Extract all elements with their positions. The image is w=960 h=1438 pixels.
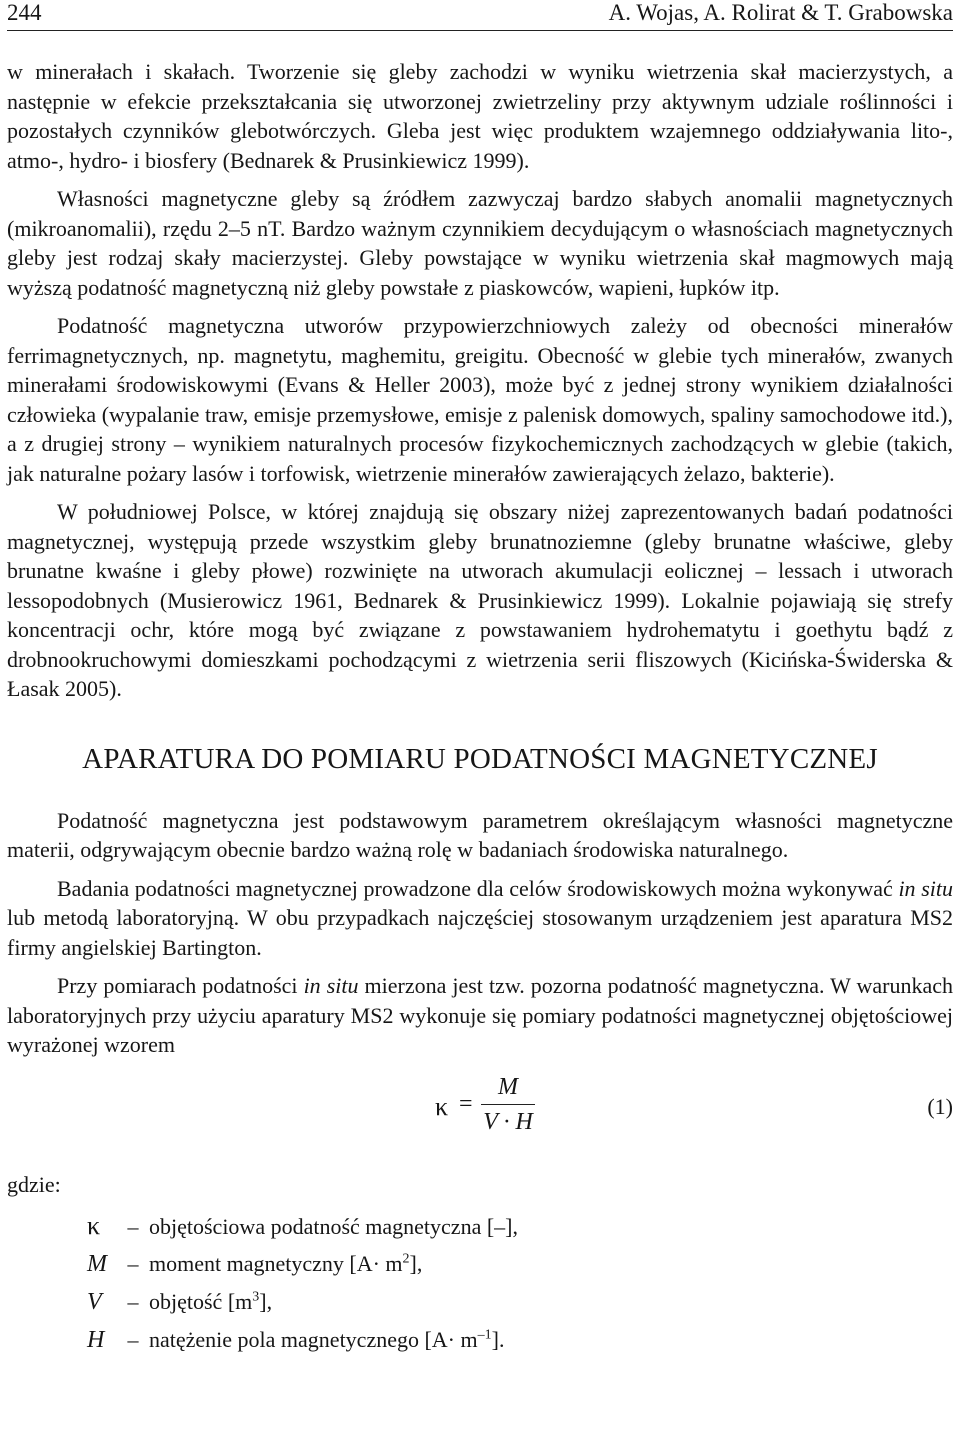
paragraph-7-part-a: Przy pomiarach podatności: [57, 973, 304, 998]
legend-dash: –: [127, 1327, 139, 1352]
paragraph-3: Podatność magnetyczna utworów przypowierzchniowych zależy od obecności minerałów ferrimagnetycznych, np. magnetytu, maghemitu, greigitu. Obecność w glebie tych minerałów, zwanych minerałami środowiskowymi (Evans & Heller 2003), może być z jednej strony wynikiem działalności człowieka (wypalanie traw, emisje przemysłowe, emisje z palenisk domowych, spaliny samochodowe itd.), a z drugiej strony – wynikiem naturalnych procesów fizykochemicznych zachodzących w glebie (takich, jak naturalne pożary lasów i torfowisk, wietrzenie minerałów zawierających żelazo, bakterie).: [7, 313, 953, 486]
legend-description: [149, 1287, 272, 1317]
page-number: 244: [7, 0, 42, 25]
legend-symbol: V: [87, 1289, 102, 1315]
paragraph-6-part-a: Badania podatności magnetycznej prowadzone dla celów środowiskowych można wykonywać: [57, 875, 899, 901]
legend-desc-text: objętościowa podatność magnetyczna [–],: [149, 1214, 518, 1239]
running-head-authors: A. Wojas, A. Rolirat & T. Grabowska: [608, 0, 953, 25]
equation-denominator: V · H: [483, 1108, 533, 1135]
section-heading: APARATURA DO POMIARU PODATNOŚCI MAGNETYCZNEJ: [82, 742, 878, 775]
legend-desc-text: moment magnetyczny [A· m: [149, 1251, 403, 1276]
legend-item-h: [87, 1325, 953, 1363]
legend-symbol: κ: [87, 1211, 101, 1240]
paragraph-6-part-b: lub metodą laboratoryjną. W obu przypadkach najczęściej stosowanym urządzeniem jest aparatura MS2 firmy angielskiej Bartington.: [7, 905, 953, 960]
paragraph-6-italic: in situ: [898, 875, 953, 901]
equation-number: (1): [927, 1093, 953, 1119]
header-rule: [7, 30, 953, 31]
legend-item-kappa: [87, 1211, 953, 1249]
legend-symbol: M: [87, 1251, 107, 1277]
legend-desc-sup: 2: [402, 1251, 410, 1267]
equation-fraction: [479, 1070, 537, 1139]
legend-desc-tail: ],: [409, 1251, 423, 1276]
paragraph-1: w minerałach i skałach. Tworzenie się gleby zachodzi w wyniku wietrzenia skał macierzystych, a następnie w efekcie przekształcania się utworzonej zwietrzeliny przy aktywnym udziale roślinności i pozostałych czynników glebotwórczych. Gleba jest więc produktem wzajemnego oddziaływania lito-, atmo-, hydro- i biosfery (Bednarek & Prusinkiewicz 1999).: [7, 59, 953, 173]
legend-item-v: [87, 1287, 953, 1325]
legend-description: [149, 1325, 504, 1355]
legend-intro: gdzie:: [7, 1171, 61, 1197]
legend-description: [149, 1249, 422, 1279]
legend-desc-tail: ],: [259, 1289, 273, 1314]
legend-item-m: [87, 1249, 953, 1287]
page-header: [7, 0, 953, 34]
legend-dash: –: [127, 1289, 139, 1314]
paragraph-4: W południowej Polsce, w której znajdują się obszary niżej zaprezentowanych badań podatności magnetycznej, występują przede wszystkim gleby brunatnoziemne (gleby brunatne właściwe, gleby brunatne kwaśne i gleby płowe) rozwinięte na utworach akumulacji eolicznej – lessach i utworach lessopodobnych (Musierowicz 1961, Bednarek & Prusinkiewicz 1999). Lokalnie pojawiają się strefy koncentracji ochr, które mogą być związane z powstawaniem hydrohematytu i goethytu bądź z drobnookruchowymi domieszkami pochodzącymi z wietrzenia serii fliszowych (Kicińska-Świderska & Łasak 2005).: [7, 499, 953, 701]
paragraph-7-part-b: mierzona jest tzw. pozorna podatność magnetyczna. W warunkach laboratoryjnych przy użyciu aparatury MS2 wykonuje się pomiary podatności magnetycznej objętościowej wyrażonej wzorem: [7, 973, 953, 1057]
equation-lhs: κ: [435, 1091, 449, 1121]
equation-1: [7, 1070, 953, 1152]
equation-numerator: M: [498, 1073, 518, 1100]
legend-desc-sup: –1: [477, 1327, 492, 1343]
paragraph-6: [7, 874, 953, 963]
legend-description: [149, 1212, 518, 1242]
paragraph-7-italic: in situ: [303, 973, 359, 998]
legend-dash: –: [127, 1214, 139, 1239]
legend-desc-tail: ].: [491, 1327, 505, 1352]
legend-desc-sup: 3: [252, 1289, 260, 1305]
symbol-legend: [87, 1211, 953, 1363]
legend-desc-text: natężenie pola magnetycznego [A· m: [149, 1327, 478, 1352]
paragraph-2: Własności magnetyczne gleby są źródłem zazwyczaj bardzo słabych anomalii magnetycznych (mikroanomalii), rzędu 2–5 nT. Bardzo ważnym czynnikiem decydującym o własnościach magnetycznych gleby jest rodzaj skały macierzystej. Gleby powstające w wyniku wietrzenia skał magmowych mają wyższą podatność magnetyczną niż gleby powstałe z piaskowców, wapieni, łupków itp.: [7, 186, 953, 300]
paragraph-7: [7, 971, 953, 1060]
legend-dash: –: [127, 1251, 139, 1276]
legend-desc-text: objętość [m: [149, 1289, 253, 1314]
legend-symbol: H: [87, 1327, 105, 1353]
paragraph-5: Podatność magnetyczna jest podstawowym parametrem określającym własności magnetyczne materii, odgrywającym obecnie bardzo ważną rolę w badaniach środowiska naturalnego.: [7, 807, 953, 862]
equation-equals: =: [459, 1090, 473, 1117]
page-body: [7, 57, 953, 1363]
